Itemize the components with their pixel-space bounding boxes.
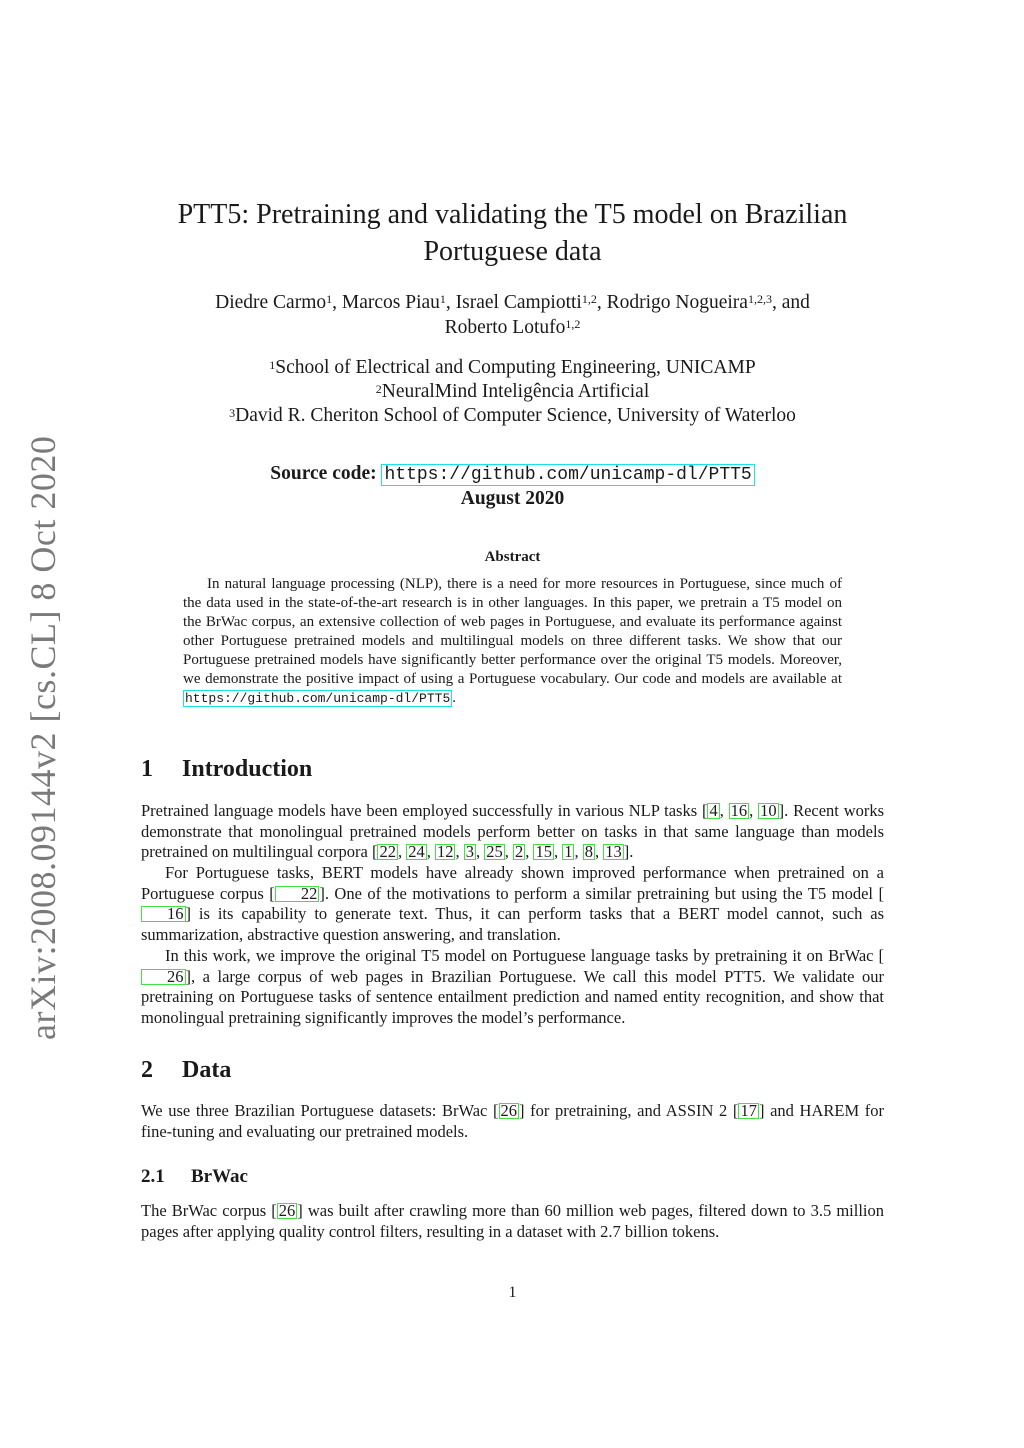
abstract-code-link[interactable]: https://github.com/unicamp-dl/PTT5 [185,691,451,706]
citation-link[interactable]: 13 [605,842,622,862]
author-affiliation-mark: 1 [439,292,446,306]
citation-link[interactable]: 3 [465,842,474,862]
abstract-heading: Abstract [484,549,541,565]
paper-title [141,196,884,270]
citation-link[interactable]: 15 [535,842,552,862]
citation-link[interactable]: 26 [278,1201,296,1220]
author-name: Rodrigo Nogueira [606,292,748,313]
title-line-1: PTT5: Pretraining and validating the T5 model on Brazilian [177,199,848,230]
author-affiliation-mark: 1,2,3 [747,292,772,306]
affiliation: $^1$School of Electrical and Computing Engineering, UNICAMP [269,357,756,378]
author-affiliation-mark: 1,2 [565,317,581,331]
title-line-2: Portuguese data [423,236,602,267]
citation-link[interactable]: 8 [584,842,593,862]
author-affiliation-mark: 1,2 [581,292,597,306]
citation-link[interactable]: 12 [436,842,454,862]
page-number: 1 [508,1284,517,1301]
author-conjunction: , and [771,292,810,313]
source-code-block [141,462,884,510]
author-name: Diedre Carmo [215,292,327,313]
affiliation: $^3$David R. Cheriton School of Computer Science, University of Waterloo [229,405,796,426]
intro-paragraph: Pretrained language models have been employed successfully in various NLP tasks [ 4 , 16 , 10 ]. Recent works demonstrate that monolingual pretrained models perform better on tasks in that same language than models pretrained on multilingual corpora [ 22 , 24 , 12 , 3 , 25 , 2 , 15 , 1 , 8 , 13 ]. [141,801,885,862]
citation-link[interactable]: 10 [760,801,777,820]
arxiv-identifier[interactable]: arXiv:2008.09144v2 [cs.CL] 8 Oct 2020 [23,435,63,1040]
citation-link[interactable]: 4 [709,801,718,820]
publication-date: August 2020 [460,488,565,509]
citation-link[interactable]: 25 [486,842,503,862]
author-list: Diedre Carmo$^1$, Marcos Piau$^1$, Israel Campiotti$^{1,2}$, Rodrigo Nogueira$^{1,2,3}$, and Roberto Lotufo$^{1,2}$ [215,292,810,338]
citation-link[interactable]: 22 [379,842,396,862]
source-code-label: Source code: [270,463,377,484]
brwac-paragraph: The BrWac corpus [ 26 ] was built after crawling more than 60 million web pages, filtered down to 3.5 million pages after applying quality control filters, resulting in a dataset with 2.7 billion tokens. [141,1201,884,1241]
citation-link[interactable]: 17 [740,1101,757,1120]
author-name: Marcos Piau [341,292,440,313]
citation-link[interactable]: 16 [730,801,748,820]
section-heading-data: 2 Data [141,1057,232,1083]
source-code-link[interactable]: https://github.com/unicamp-dl/PTT5 [381,464,754,486]
citation-link[interactable]: 24 [408,842,425,862]
subsection-heading-brwac: 2.1 BrWac [141,1166,248,1187]
author-name: Roberto Lotufo [444,317,566,338]
citation-link[interactable]: 22 [275,886,320,902]
intro-paragraph: In this work, we improve the original T5 model on Portuguese language tasks by pretraining it on BrWac [26 ], a large corpus of web pages in Brazilian Portuguese. We call this model PTT5. We validate our pretraining on Portuguese tasks of sentence entailment prediction and named entity recognition, and show that monolingual pretraining significantly improves the model’s performance. [141,946,884,1028]
intro-paragraph: For Portuguese tasks, BERT models have already shown improved performance when pretrained on a Portuguese corpus [ 22 ]. One of the motivations to perform a similar pretraining but using the T5 model [16 ] is its capability to generate text. Thus, it can perform tasks that a BERT model cannot, such as summarization, abstractive question answering, and translation. [141,863,885,945]
citation-link[interactable]: 16 [141,906,186,922]
affiliation-list [141,356,884,428]
section-heading-introduction: 1 Introduction [141,756,313,782]
author-affiliation-mark: 1 [326,292,333,306]
affiliation: $^2$NeuralMind Inteligência Artificial [375,381,650,402]
abstract-body: In natural language processing (NLP), there is a need for more resources in Portuguese, since much of the data used in the state-of-the-art research is in other languages. In this paper, we pretrain a T5 model on the BrWac corpus, an extensive collection of web pages in Portuguese, and evaluate its performance against other Portuguese pretrained models and multilingual models on three different tasks. We show that our Portuguese pretrained models have significantly better performance over the original T5 models. Moreover, we demonstrate the positive impact of using a Portuguese vocabulary. Our code and models are available at https://github.com/unicamp-dl/PTT5 . [183,576,842,706]
citation-link[interactable]: 26 [500,1101,518,1120]
citation-link[interactable]: 26 [141,969,186,985]
author-name: Israel Campiotti [455,292,582,313]
citation-link[interactable]: 2 [514,842,524,862]
data-paragraph: We use three Brazilian Portuguese datasets: BrWac [ 26 ] for pretraining, and ASSIN 2 [ 17 ] and HAREM for fine-tuning and evaluating our pretrained models. [141,1101,884,1141]
citation-link[interactable]: 1 [564,842,573,862]
